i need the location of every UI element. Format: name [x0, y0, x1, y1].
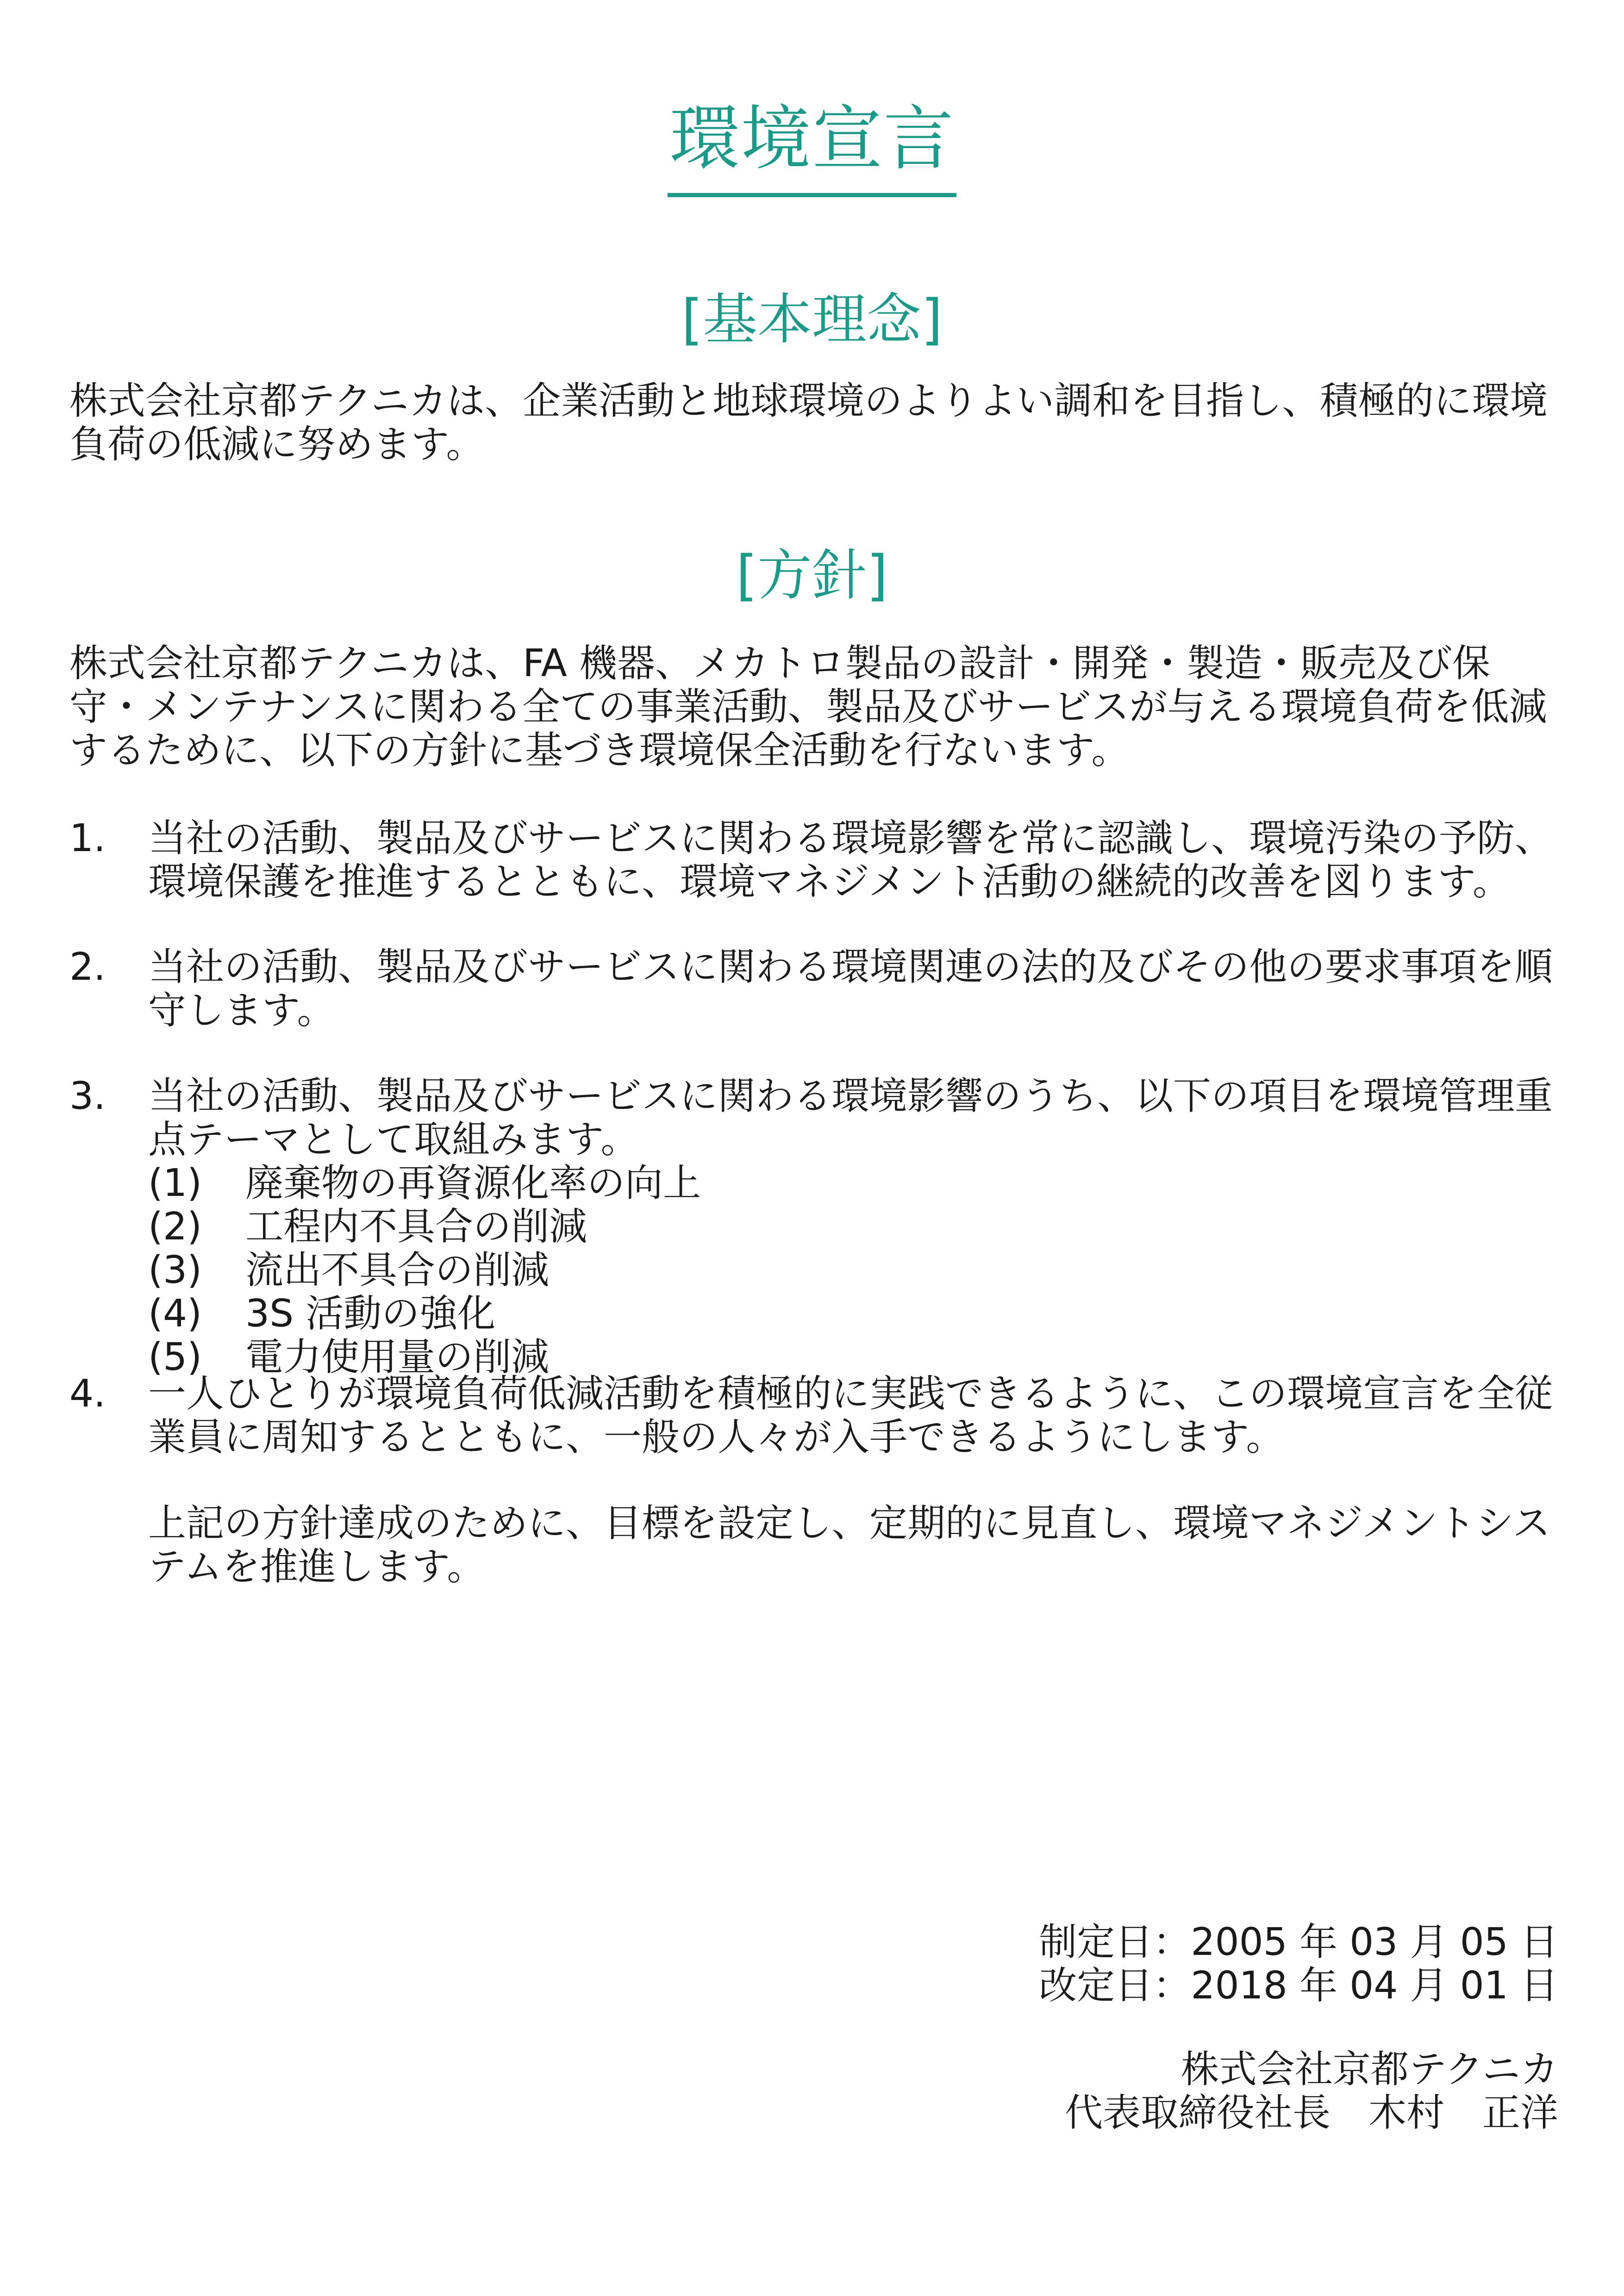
signature-block	[1065, 2048, 1558, 2135]
focus-theme-text: 廃棄物の再資源化率の向上	[245, 1161, 701, 1205]
policy-item-4	[69, 1372, 1565, 1459]
policy-item-text: 一人ひとりが環境負荷低減活動を積極的に実践できるように、この環境宣言を全従業員に周知するとともに、一般の人々が入手できるようにします。	[148, 1372, 1553, 1459]
policy-item-number: 1.	[69, 816, 106, 860]
representative-name: 代表取締役社長 木村 正洋	[1064, 2091, 1558, 2135]
focus-theme-text: 電力使用量の削減	[245, 1335, 550, 1379]
policy-item-2	[69, 946, 1565, 1033]
company-name: 株式会社京都テクニカ	[1181, 2047, 1558, 2091]
revised-date: 改定日：2018 年 04 月 01 日	[1039, 1964, 1558, 2008]
policy-closing-text: 上記の方針達成のために、目標を設定し、定期的に見直し、環境マネジメントシステムを推進します。	[148, 1501, 1551, 1589]
page-title: 環境宣言	[668, 95, 956, 197]
focus-theme-number: (4)	[148, 1292, 202, 1336]
policy-item-3	[69, 1075, 1565, 1162]
policy-item-number: 2.	[69, 945, 106, 989]
established-date: 制定日：2005 年 03 月 05 日	[1039, 1920, 1558, 1964]
date-block	[1039, 1921, 1558, 2008]
focus-theme-number: (1)	[148, 1161, 202, 1205]
focus-theme-text: 流出不具合の削減	[245, 1248, 550, 1292]
policy-item-1	[69, 817, 1565, 904]
focus-theme-number: (5)	[148, 1335, 202, 1379]
policy-item-number: 3.	[69, 1074, 106, 1118]
basic-philosophy-text: 株式会社京都テクニカは、企業活動と地球環境のよりよい調和を目指し、積極的に環境負荷の低減に努めます。	[69, 379, 1548, 467]
policy-item-number: 4.	[69, 1372, 106, 1416]
policy-item-text: 当社の活動、製品及びサービスに関わる環境影響のうち、以下の項目を環境管理重点テーマとして取組みます。	[148, 1074, 1553, 1162]
policy-item-text: 当社の活動、製品及びサービスに関わる環境影響を常に認識し、環境汚染の予防、環境保護を推進するとともに、環境マネジメント活動の継続的改善を図ります。	[148, 816, 1553, 904]
page-title-container	[0, 95, 1624, 197]
policy-item-text: 当社の活動、製品及びサービスに関わる環境関連の法的及びその他の要求事項を順守します。	[148, 945, 1553, 1033]
basic-philosophy-heading: [基本理念]	[681, 287, 943, 351]
focus-theme-text: 工程内不具合の削減	[245, 1205, 587, 1249]
focus-theme-number: (3)	[148, 1248, 202, 1292]
focus-theme-number: (2)	[148, 1205, 202, 1249]
policy-intro-text: 株式会社京都テクニカは、FA 機器、メカトロ製品の設計・開発・製造・販売及び保守・メンテナンスに関わる全ての事業活動、製品及びサービスが与える環境負荷を低減するために、以下の方針に基づき環境保全活動を行ないます。	[69, 641, 1547, 772]
focus-theme-text: 3S 活動の強化	[245, 1292, 496, 1336]
policy-heading: [方針]	[736, 543, 888, 607]
